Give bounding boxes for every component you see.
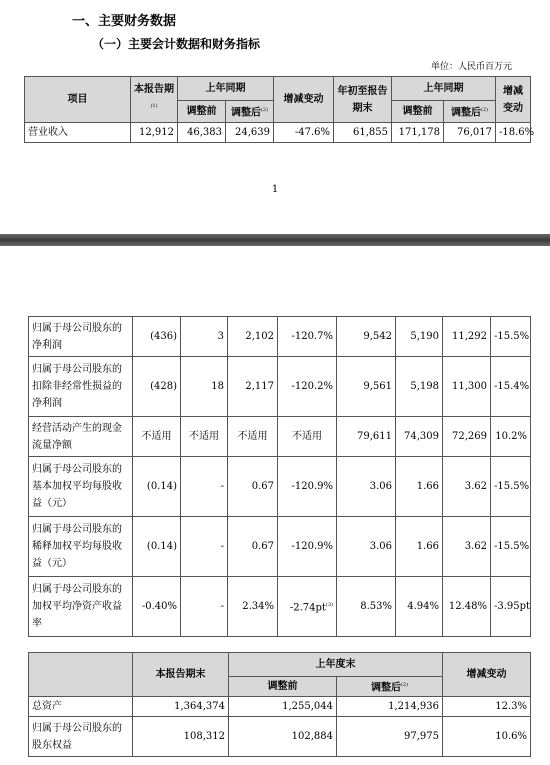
cell: 12,912 [131,123,178,143]
cell: 9,542 [337,317,396,357]
cell: 2,102 [228,317,278,357]
header-item: 项目 [25,77,131,123]
header-prior-year-end: 上年度末 [229,653,443,677]
cell: -120.9% [278,517,337,577]
header-change: 增减变动 [274,77,334,123]
row-label: 总资产 [29,697,133,717]
cell: 不适用 [181,417,228,457]
cell: 1,364,374 [133,697,229,717]
header-change-2: 增减变动 [496,77,531,123]
cell: 0.67 [228,517,278,577]
header-after-adj: 调整后$^{(2)}$ [226,101,274,123]
financial-table-middle [28,316,531,637]
table-row [29,457,531,517]
row-label: 归属于母公司股东的扣除非经常性损益的净利润 [29,357,133,417]
cell: 3.06 [337,517,396,577]
row-label: 经营活动产生的现金流量净额 [29,417,133,457]
header-period-end: 本报告期末 [133,653,229,697]
cell: -15.5% [491,457,531,517]
cell: 10.2% [491,417,531,457]
subsection-title: （一）主要会计数据和财务指标 [92,37,261,51]
header-after-adj-2: 调整后$^{(2)}$ [444,101,496,123]
cell: -15.5% [491,517,531,577]
cell: 18 [181,357,228,417]
cell: 79,611 [337,417,396,457]
table-row [29,697,531,717]
cell: -47.6% [274,123,334,143]
table-row [29,517,531,577]
cell: 3.62 [443,457,491,517]
table-row [29,317,531,357]
table-row [29,417,531,457]
cell: 108,312 [133,717,229,757]
cell: 1.66 [396,457,443,517]
page-divider [0,234,550,246]
row-label: 归属于母公司股东的股东权益 [29,717,133,757]
table-row [29,717,531,757]
header-before-adj: 调整前 [178,101,226,123]
cell: 0.67 [228,457,278,517]
cell: - [181,517,228,577]
cell: 不适用 [228,417,278,457]
header-change: 增减变动 [443,653,531,697]
cell: 1.66 [396,517,443,577]
cell: -120.7% [278,317,337,357]
header-prior-period-2: 上年同期 [392,77,496,101]
cell: 1,255,044 [229,697,337,717]
header-before-adj: 调整前 [229,677,337,697]
header-before-adj-2: 调整前 [392,101,444,123]
cell: 5,190 [396,317,443,357]
cell: 1,214,936 [337,697,443,717]
cell: 12.3% [443,697,531,717]
row-label: 归属于母公司股东的净利润 [29,317,133,357]
cell: 74,309 [396,417,443,457]
cell: (0.14) [133,457,181,517]
cell: 2,117 [228,357,278,417]
header-after-adj: 调整后$^{(2)}$ [337,677,443,697]
cell: 72,269 [443,417,491,457]
cell: 8.53% [337,577,396,637]
cell: (428) [133,357,181,417]
cell: 24,639 [226,123,274,143]
cell: 12.48% [443,577,491,637]
header-empty [29,653,133,697]
cell: (436) [133,317,181,357]
cell: - [181,577,228,637]
header-prior-period: 上年同期 [178,77,274,101]
cell: 11,300 [443,357,491,417]
table-row [25,123,531,143]
cell: 76,017 [444,123,496,143]
cell: 5,198 [396,357,443,417]
cell: -15.5% [491,317,531,357]
cell: 3 [181,317,228,357]
cell: 不适用 [278,417,337,457]
row-label: 归属于母公司股东的基本加权平均每股收益（元） [29,457,133,517]
cell: 9,561 [337,357,396,417]
financial-table-top [24,76,535,143]
cell: -18.6% [496,123,531,143]
cell: - [181,457,228,517]
cell: 不适用 [133,417,181,457]
cell: -3.95pt [491,577,531,637]
header-current-period: 本报告期$^{(1)}$ [131,77,178,123]
cell: -0.40% [133,577,181,637]
cell: 171,178 [392,123,444,143]
header-ytd: 年初至报告期末 [334,77,392,123]
table-row [29,577,531,637]
cell: 2.34% [228,577,278,637]
cell: -120.2% [278,357,337,417]
cell: 46,383 [178,123,226,143]
cell: 61,855 [334,123,392,143]
cell: 97,975 [337,717,443,757]
cell: (0.14) [133,517,181,577]
row-label: 归属于母公司股东的加权平均净资产收益率 [29,577,133,637]
cell: 4.94% [396,577,443,637]
cell: -120.9% [278,457,337,517]
row-label: 归属于母公司股东的稀释加权平均每股收益（元） [29,517,133,577]
cell: 11,292 [443,317,491,357]
cell: -15.4% [491,357,531,417]
row-label: 营业收入 [25,123,131,143]
unit-label: 单位：人民币百万元 [430,62,512,72]
cell: 102,884 [229,717,337,757]
cell: 10.6% [443,717,531,757]
cell: $-2.74pt^{(3)}$ [278,577,337,637]
section-title: 一、主要财务数据 [72,14,177,29]
cell: 3.06 [337,457,396,517]
page-number: 1 [271,184,279,195]
cell: 3.62 [443,517,491,577]
financial-table-bottom [28,652,531,757]
table-row [29,357,531,417]
